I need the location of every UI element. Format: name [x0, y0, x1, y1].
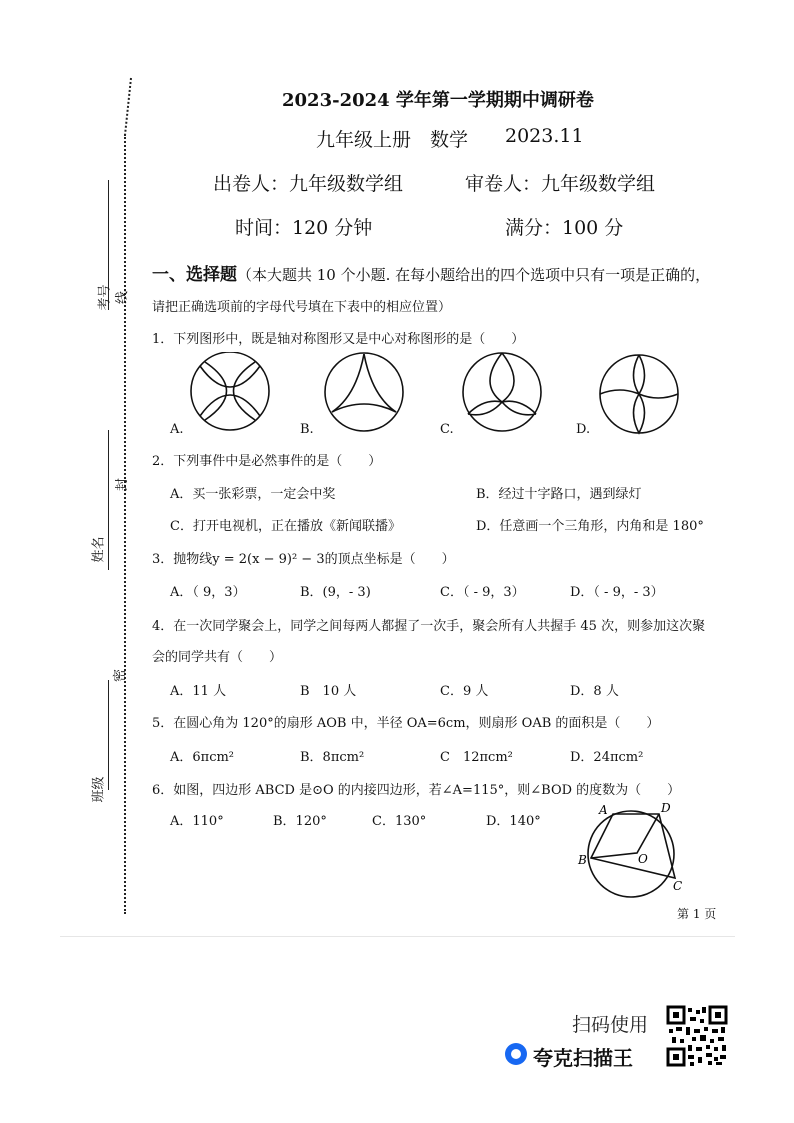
- q6-option-d[interactable]: D．140°: [486, 814, 541, 829]
- q3-option-a[interactable]: A．（ 9，3）: [170, 585, 246, 600]
- q3-option-b[interactable]: B．(9，- 3): [300, 585, 371, 600]
- seal-mark: 封: [115, 477, 131, 492]
- q2-option-d[interactable]: D．任意画一个三角形，内角和是 180°: [476, 519, 704, 534]
- question-6: 6．如图，四边形 ABCD 是⊙O 的内接四边形，若∠A=115°，则∠BOD 的度数为（ ）: [152, 783, 681, 798]
- q3-option-c[interactable]: C．（ - 9，3）: [440, 585, 525, 600]
- grade-label: 九年级上册: [316, 129, 412, 151]
- reviewer-label: 审卷人：九年级数学组: [465, 173, 656, 195]
- question-2: 2．下列事件中是必然事件的是（ ）: [152, 454, 382, 469]
- section-title: 一、选择题: [152, 265, 237, 285]
- qr-code-icon[interactable]: [666, 1005, 728, 1067]
- point-b-label: B: [578, 853, 587, 867]
- q6-option-a[interactable]: A．110°: [170, 814, 224, 829]
- exam-title: 2023-2024 学年第一学期期中调研卷: [282, 90, 594, 111]
- section-note: （本大题共 10 个小题. 在每小题给出的四个选项中只有一项是正确的，: [237, 266, 711, 284]
- q4-option-c[interactable]: C．9 人: [440, 684, 489, 699]
- q1-option-c[interactable]: C.: [440, 422, 454, 437]
- secret-mark: 密: [113, 668, 129, 683]
- q1-figure-a: [191, 352, 269, 430]
- point-a-label: A: [599, 803, 608, 817]
- binding-dotted-line: [124, 78, 132, 136]
- q5-option-d[interactable]: D．24πcm²: [570, 750, 644, 765]
- question-1: 1．下列图形中，既是轴对称图形又是中心对称图形的是（ ）: [152, 332, 525, 347]
- question-3: 3．抛物线y = 2(x − 9)² − 3的顶点坐标是（ ）: [152, 552, 455, 567]
- exam-no-label: 考号: [97, 284, 113, 311]
- q6-option-c[interactable]: C．130°: [372, 814, 427, 829]
- exam-date: 2023.11: [505, 125, 584, 147]
- page-divider: [60, 936, 735, 937]
- line-mark: 线: [115, 290, 131, 305]
- subject-label: 数学: [430, 129, 469, 151]
- q2-option-c[interactable]: C．打开电视机，正在播放《新闻联播》: [170, 519, 401, 534]
- scan-cta: 扫码使用: [572, 1014, 649, 1036]
- q1-figure-d: [600, 355, 678, 433]
- class-label: 班级: [91, 776, 107, 803]
- author-label: 出卷人：九年级数学组: [213, 173, 404, 195]
- name-label: 姓名: [91, 536, 107, 563]
- binding-dotted-line: [124, 134, 126, 914]
- q3-option-d[interactable]: D．（ - 9，- 3）: [570, 585, 664, 600]
- q2-option-b[interactable]: B．经过十字路口，遇到绿灯: [476, 487, 642, 502]
- question-4-continued: 会的同学共有（ ）: [152, 650, 283, 665]
- q1-figures: [0, 352, 794, 452]
- q5-option-a[interactable]: A．6πcm²: [170, 750, 235, 765]
- class-blank[interactable]: [108, 680, 109, 790]
- q4-option-b[interactable]: B 10 人: [300, 684, 357, 699]
- scan-brand: 夸克扫描王: [533, 1046, 633, 1070]
- q2-option-a[interactable]: A．买一张彩票，一定会中奖: [170, 487, 336, 502]
- q6-circle-figure: [575, 800, 705, 900]
- q4-option-a[interactable]: A．11 人: [170, 684, 227, 699]
- q1-option-d[interactable]: D.: [576, 422, 591, 437]
- q1-option-a[interactable]: A.: [170, 422, 184, 437]
- q1-figure-c: [463, 353, 541, 431]
- q6-option-b[interactable]: B．120°: [273, 814, 327, 829]
- q5-option-c[interactable]: C 12πcm²: [440, 750, 513, 765]
- point-c-label: C: [673, 879, 683, 893]
- q1-figure-b: [325, 353, 403, 431]
- point-o-label: O: [638, 852, 648, 866]
- question-5: 5．在圆心角为 120°的扇形 AOB 中，半径 OA=6cm，则扇形 OAB 的面积是（ ）: [152, 716, 660, 731]
- point-d-label: D: [661, 801, 671, 815]
- q1-option-b[interactable]: B.: [300, 422, 314, 437]
- section-heading: [152, 260, 710, 285]
- q4-option-d[interactable]: D．8 人: [570, 684, 619, 699]
- q5-option-b[interactable]: B．8πcm²: [300, 750, 365, 765]
- page-number: 第 1 页: [677, 907, 717, 921]
- section-note-2: 请把正确选项前的字母代号填在下表中的相应位置）: [152, 300, 452, 315]
- quark-logo-icon: [505, 1043, 527, 1065]
- score-label: 满分：100 分: [505, 217, 624, 239]
- question-4: 4．在一次同学聚会上，同学之间每两人都握了一次手，聚会所有人共握手 45 次，则参加这次聚: [152, 619, 706, 634]
- time-label: 时间：120 分钟: [235, 217, 373, 239]
